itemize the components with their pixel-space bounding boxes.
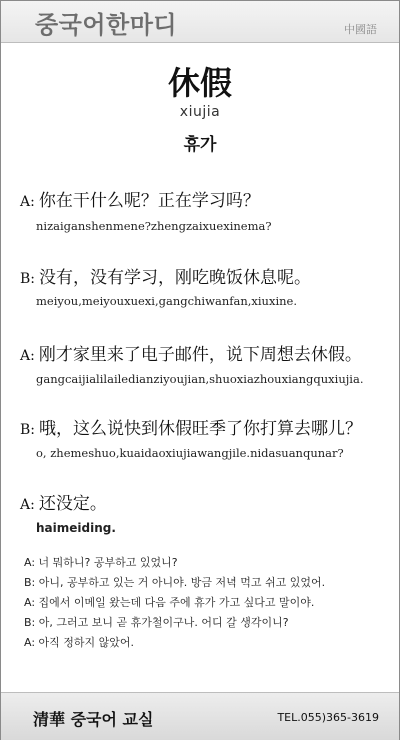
phone-number: TEL.055)365-3619 [277, 711, 379, 724]
dialogue-line-4 [20, 414, 392, 439]
dialogue-line-5 [20, 489, 392, 514]
lesson-pinyin: xiujia [179, 104, 221, 120]
pinyin-line-3: gangcaijialilailedianziyoujian,shuoxiazhouxiangquxiujia. [36, 372, 364, 386]
header-bar [1, 1, 399, 43]
chinese-text: 没有，没有学习，刚吃晚饭休息呢。 [39, 268, 312, 288]
pinyin-line-4: o, zhemeshuo,kuaidaoxiujiawangjile.nidasuanqunar? [36, 446, 344, 460]
speaker-label: B: [20, 271, 36, 287]
speaker-label: B: [20, 422, 36, 438]
brand-logo: 중국어한마디 [35, 11, 178, 39]
speaker-label: A: [20, 497, 35, 513]
translation-block [24, 553, 384, 653]
chinese-text: 哦，这么说快到休假旺季了你打算去哪儿？ [39, 419, 363, 439]
pinyin-line-5: haimeiding. [36, 521, 116, 535]
chinese-text: 刚才家里来了电子邮件，说下周想去休假。 [38, 345, 362, 365]
chinese-text: 你在干什么呢？正在学习吗？ [38, 191, 260, 211]
dialogue-line-1 [20, 186, 392, 211]
pinyin-line-2: meiyou,meiyouxuexi,gangchiwanfan,xiuxine. [36, 294, 297, 308]
footer-bar [1, 692, 399, 740]
school-name: 清華 중국어 교실 [33, 710, 154, 729]
dialogue-line-3 [20, 340, 392, 365]
speaker-label: A: [20, 194, 35, 210]
lesson-meaning: 휴가 [183, 135, 217, 155]
translation-line: A: 너 뭐하니? 공부하고 있었니? [24, 556, 178, 569]
hanja-label: 中國語 [344, 23, 377, 36]
translation-line: B: 아, 그러고 보니 곧 휴가철이구나. 어디 갈 생각이니? [24, 616, 289, 629]
translation-line: A: 집에서 이메일 왔는데 다음 주에 휴가 가고 싶다고 말이야. [24, 596, 315, 609]
lesson-word: 休假 [167, 64, 232, 102]
chinese-text: 还没定。 [38, 494, 107, 514]
translation-line: A: 아직 정하지 않았어. [24, 636, 135, 649]
translation-line: B: 아니, 공부하고 있는 거 아니야. 방금 저녁 먹고 쉬고 있었어. [24, 576, 326, 589]
speaker-label: A: [20, 348, 35, 364]
pinyin-line-1: nizaiganshenmene?zhengzaixuexinema? [36, 219, 272, 233]
dialogue-line-2 [20, 263, 392, 288]
